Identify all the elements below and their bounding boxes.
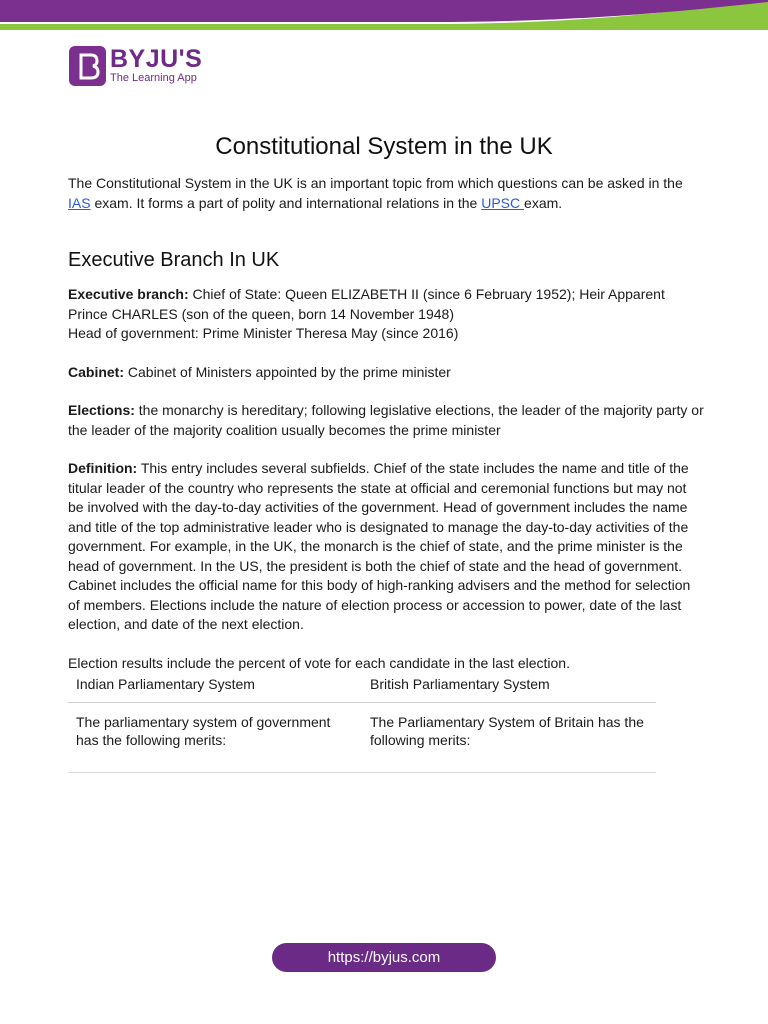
table-cell: The parliamentary system of government has the following merits: xyxy=(68,703,362,773)
elections-label: Elections: xyxy=(68,402,135,418)
article-body xyxy=(68,174,704,673)
comparison-table xyxy=(68,666,656,773)
intro-text: The Constitutional System in the UK is an important topic from which questions can be asked in the xyxy=(68,175,683,191)
definition-paragraph xyxy=(68,459,704,635)
table-header-row xyxy=(68,666,656,703)
intro-text-3: exam. xyxy=(524,194,563,211)
footer-url-link[interactable]: https://byjus.com xyxy=(272,943,496,972)
head-of-government: Head of government: Prime Minister Theresa May (since 2016) xyxy=(68,325,459,341)
definition-label: Definition: xyxy=(68,460,138,476)
executive-text: Chief of State: Queen ELIZABETH II (since 6 February 1952); Heir Apparent Prince CHARLES (son of the queen, born 14 November 1948) xyxy=(68,286,665,322)
definition-text: This entry includes several subfields. Chief of the state includes the name and title of the titular leader of the country who represents the state at official and ceremonial functions but may not be involved with the day-to-day activities of the government. Head of government includes the name and title of the top administrative leader who is designated to manage the day-to-day activities of the government. For example, in the UK, the monarch is the chief of state, and the prime minister is the head of government. In the US, the president is both the chief of state and the head of government. Cabinet includes the official name for this body of high-ranking advisers and the method for selection of members. Elections include the nature of election process or accession to power, date of the last election, and date of the next election. xyxy=(68,460,691,632)
page-title: Constitutional System in the UK xyxy=(215,133,553,160)
executive-label: Executive branch: xyxy=(68,286,189,302)
table-row xyxy=(68,703,656,773)
header-decoration xyxy=(0,0,768,30)
cabinet-paragraph xyxy=(68,363,704,383)
elections-paragraph xyxy=(68,401,704,440)
byjus-logo[interactable] xyxy=(69,46,202,86)
upsc-link[interactable]: UPSC xyxy=(481,194,525,211)
logo-tagline: The Learning App xyxy=(110,72,197,84)
intro-text-2: exam. It forms a part of polity and international relations in the xyxy=(90,194,482,211)
elections-text: the monarchy is hereditary; following legislative elections, the leader of the majority party or the leader of the majority coalition usually becomes the prime minister xyxy=(68,402,704,438)
logo-name: BYJU'S xyxy=(110,45,203,73)
cabinet-label: Cabinet: xyxy=(68,363,124,380)
election-results-paragraph: Election results include the percent of vote for each candidate in the last election. xyxy=(68,654,570,671)
table-header-cell: British Parliamentary System xyxy=(362,666,656,703)
ias-link[interactable]: IAS xyxy=(68,194,91,211)
intro-paragraph xyxy=(68,174,704,213)
logo-b-icon xyxy=(69,46,106,86)
executive-paragraph xyxy=(68,285,704,324)
table-cell: The Parliamentary System of Britain has the following merits: xyxy=(362,703,656,773)
table-header-cell: Indian Parliamentary System xyxy=(68,666,362,703)
cabinet-text: Cabinet of Ministers appointed by the prime minister xyxy=(124,363,451,380)
section-heading: Executive Branch In UK xyxy=(68,249,280,271)
